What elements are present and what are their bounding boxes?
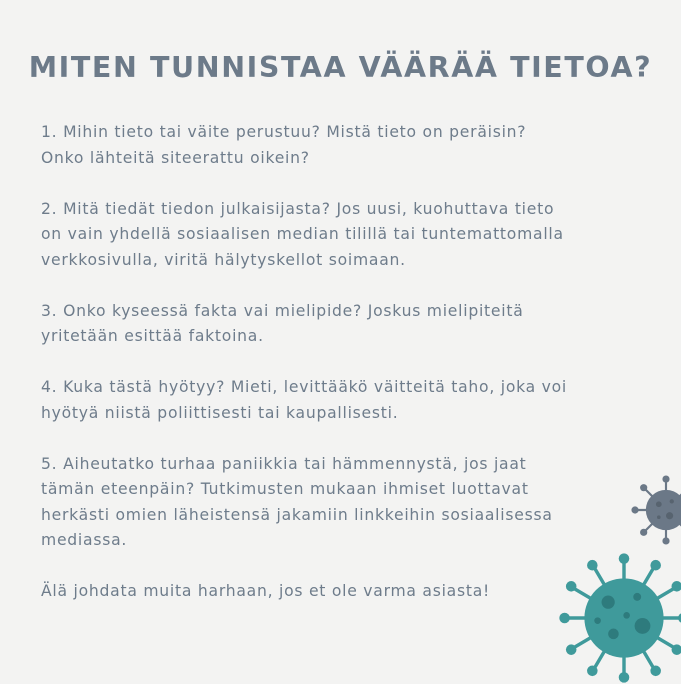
closing-line: Älä johdata muita harhaan, jos et ole varma asiasta! [41,582,491,600]
tip-line: mediassa. [41,531,128,549]
tip-line: 1. Mihin tieto tai väite perustuu? Mistä tieto on peräisin? [41,123,527,141]
page-title: MITEN TUNNISTAA VÄÄRÄÄ TIETOA? [28,51,653,84]
tip-line: 5. Aiheutatko turhaa paniikkia tai hämmennystä, jos jaat [41,454,527,473]
tip-line: yritetään esittää faktoina. [41,327,264,345]
virus-gray-icon [630,474,681,546]
tip-line: hyötyä niistä poliittisesti tai kaupallisesti. [41,403,399,422]
tip-line: 4. Kuka tästä hyötyy? Mieti, levittääkö väitteitä taho, joka voi [41,378,567,396]
tip-line: Onko lähteitä siteerattu oikein? [41,148,310,167]
tip-line: herkästi omien läheistensä jakamiin linkkeihin sosiaalisessa [41,505,553,524]
tip-3 [41,299,651,350]
tip-line: 3. Onko kyseessä fakta vai mielipide? Joskus mielipiteitä [41,301,524,320]
tip-line: tämän eteenpäin? Tutkimusten mukaan ihmiset luottavat [41,480,529,498]
tip-4 [41,375,651,426]
tip-5 [41,452,651,554]
tip-line: on vain yhdellä sosiaalisen median tilillä tai tuntemattomalla [41,225,564,243]
tip-2 [41,197,651,274]
tip-line: 2. Mitä tiedät tiedon julkaisijasta? Jos uusi, kuohuttava tieto [41,199,555,218]
virus-teal-icon [558,552,681,684]
tip-1 [41,120,651,171]
tip-line: verkkosivulla, viritä hälytyskellot soimaan. [41,250,406,269]
